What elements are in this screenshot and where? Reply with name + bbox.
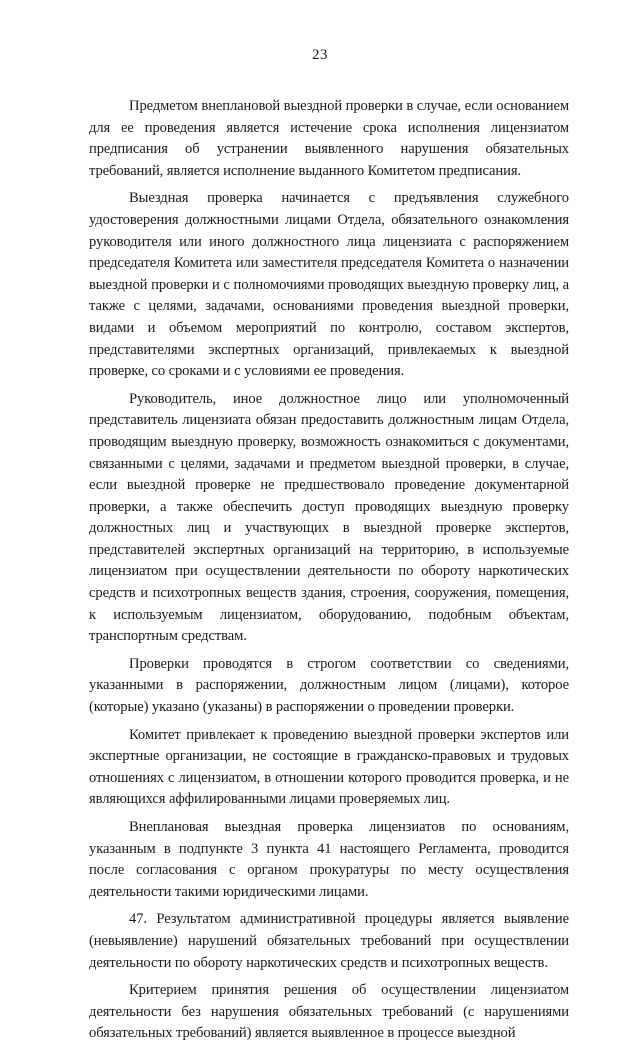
page-number: 23 [312, 47, 328, 63]
paragraph-inspection-start: Выездная проверка начинается с предъявления служебного удостоверения должностными лицами Отдела, обязательного ознакомления руководителя или иного должностного лица лицензиата с распоряжением председателя Комитета или заместителя председателя Комитета о назначении выездной проверки и с полномочиями проводящих выездную проверку лиц, а также с целями, задачами, основаниями проведения выездной проверки, видами и объемом мероприятий по контролю, составом экспертов, представителями экспертных организаций, привлекаемых к выездной проверке, со сроками и с условиями ее проведения. [89, 190, 569, 380]
paragraph-procedure-result: 47. Результатом административной процедуры является выявление (невыявление) нарушений обязательных требований при осуществлении деятельности по обороту наркотических средств и психотропных веществ. [89, 911, 569, 971]
document-body [89, 96, 569, 1051]
paragraph-licensee-obligations: Руководитель, иное должностное лицо или уполномоченный представитель лицензиата обязан предоставить должностным лицам Отдела, проводящим выездную проверку, возможность ознакомиться с документами, связанными с целями, задачами и предметом выездной проверки, в случае, если выездной проверке не предшествовало проведение документарной проверки, а также обеспечить доступ проводящих выездную проверку должностных лиц и участвующих в выездной проверке экспертов, представителей экспертных организаций на территорию, в используемые лицензиатом при осуществлении деятельности по обороту наркотических средств и психотропных веществ здания, строения, сооружения, помещения, к используемым лицензиатом, оборудованию, подобным объектам, транспортным средствам. [89, 390, 569, 645]
paragraph-decision-criterion: Критерием принятия решения об осуществлении лицензиатом деятельности без нарушения обязательных требований (с нарушениями обязательных требований) является выявленное в процессе выездной [89, 982, 569, 1042]
paragraph-unscheduled-inspection: Внеплановая выездная проверка лицензиатов по основаниям, указанным в подпункте 3 пункта 41 настоящего Регламента, проводится после согласования с органом прокуратуры по месту осуществления деятельности такими юридическими лицами. [89, 819, 569, 900]
paragraph-experts-involvement: Комитет привлекает к проведению выездной проверки экспертов или экспертные организации, не состоящие в гражданско-правовых и трудовых отношениях с лицензиатом, в отношении которого проводится проверка, и не являющихся аффилированными лицами проверяемых лиц. [89, 726, 569, 808]
paragraph-subject-of-inspection: Предметом внеплановой выездной проверки в случае, если основанием для ее проведения является истечение срока исполнения лицензиатом предписания об устранении выявленного нарушения обязательных требований, является исполнение выданного Комитетом предписания. [89, 98, 569, 179]
paragraph-inspectors-compliance: Проверки проводятся в строгом соответствии со сведениями, указанными в распоряжении, должностным лицом (лицами), которое (которые) указано (указаны) в распоряжении о проведении проверки. [89, 655, 569, 716]
